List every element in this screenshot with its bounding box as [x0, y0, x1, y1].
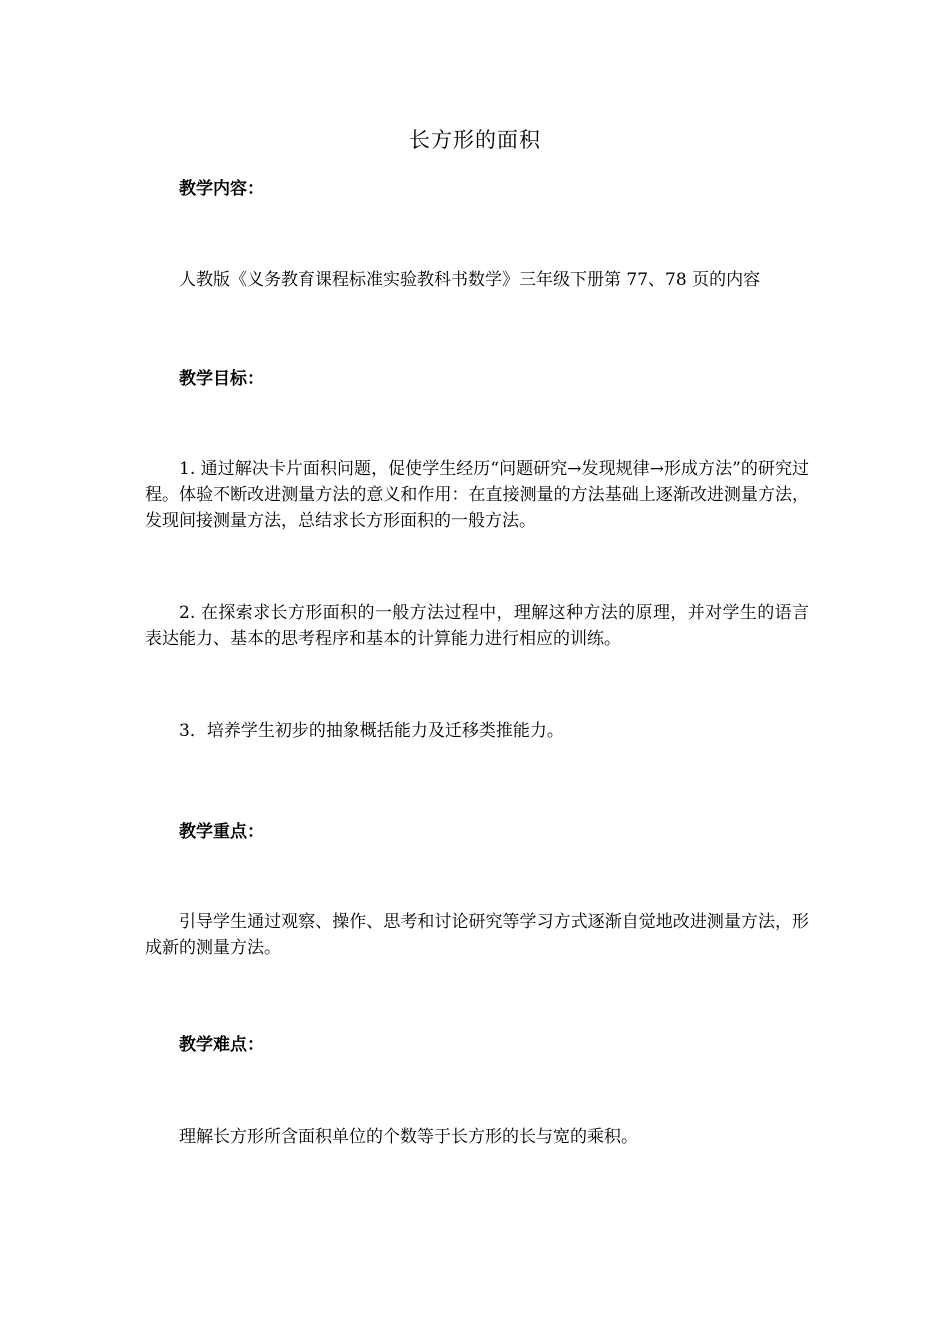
section-heading-difficulties: 教学难点： [179, 1035, 264, 1055]
document-title: 长方形的面积 [409, 128, 541, 152]
objective-paragraph-1: 1. 通过解决卡片面积问题，促使学生经历“问题研究→发现规律→形成方法”的研究过程。体验不断改进测量方法的意义和作用：在直接测量的方法基础上逐渐改进测量方法，发现间接测量方法，总结求长方形面积的一般方法。 [145, 459, 809, 531]
section-heading-objectives: 教学目标： [179, 369, 264, 389]
section-heading-key-points: 教学重点： [179, 822, 264, 842]
objective-paragraph-2: 2. 在探索求长方形面积的一般方法过程中，理解这种方法的原理，并对学生的语言表达能力、基本的思考程序和基本的计算能力进行相应的训练。 [145, 603, 809, 649]
section-heading-content: 教学内容： [179, 179, 264, 199]
difficulties-paragraph: 理解长方形所含面积单位的个数等于长方形的长与宽的乘积。 [179, 1127, 638, 1147]
key-points-paragraph: 引导学生通过观察、操作、思考和讨论研究等学习方式逐渐自觉地改进测量方法，形成新的测量方法。 [145, 912, 809, 958]
objective-paragraph-3: 3．培养学生初步的抽象概括能力及迁移类推能力。 [179, 721, 564, 741]
content-paragraph: 人教版《义务教育课程标准实验教科书数学》三年级下册第 77、78 页的内容 [179, 270, 761, 290]
